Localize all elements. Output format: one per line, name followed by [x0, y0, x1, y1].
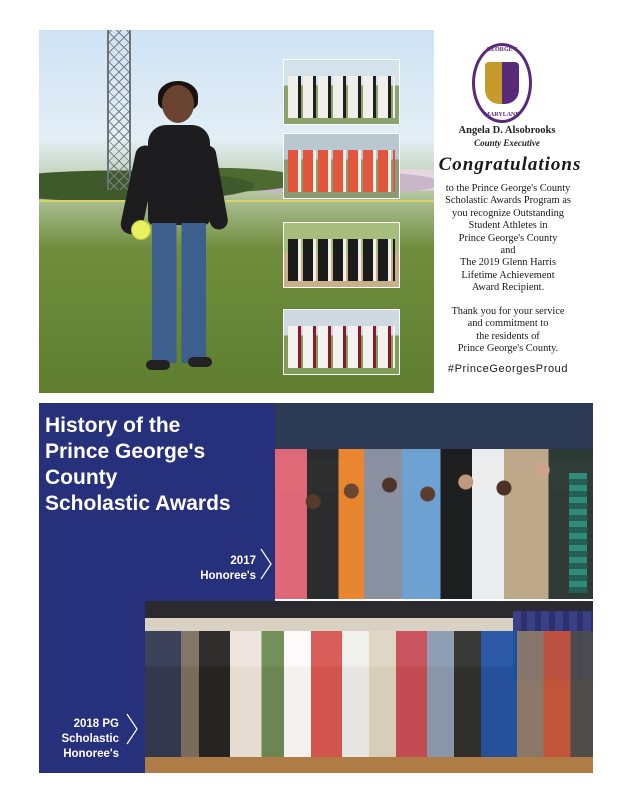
thanks-line: Thank you for your service — [451, 306, 565, 317]
congratulations-heading: Congratulations — [438, 154, 582, 175]
message-line: Student Athletes in — [468, 220, 548, 232]
county-seal — [472, 43, 532, 123]
seal-top-text: GEORGE'S — [486, 47, 518, 53]
honorees-2018-photo — [145, 601, 593, 773]
softball — [131, 220, 151, 240]
executive-name: Angela D. Alsobrooks — [458, 125, 556, 136]
label-2018-honorees — [45, 717, 119, 762]
thanks-message — [424, 306, 592, 356]
thanks-line: Prince George's County. — [457, 343, 559, 355]
history-title — [45, 413, 275, 517]
hashtag: #PrinceGeorgesProud — [447, 363, 569, 375]
honorees-2018-group — [145, 631, 593, 759]
chevron-right-icon — [259, 547, 273, 581]
team-photo-2 — [283, 133, 400, 199]
team-photo-1 — [283, 59, 400, 125]
message-line: Award Recipient. — [471, 282, 545, 294]
chevron-right-icon — [125, 712, 139, 746]
message-line: Lifetime Achievement — [461, 269, 555, 281]
label-2018-line: Scholastic — [61, 733, 119, 745]
message-line: and — [500, 245, 516, 257]
message-line: The 2019 Glenn Harris — [459, 257, 557, 269]
history-title-line: County — [45, 466, 118, 489]
light-tower — [107, 30, 131, 190]
thanks-line: and commitment to — [467, 318, 549, 330]
label-2017-line: 2017 — [230, 555, 256, 567]
label-2017-honorees — [178, 554, 256, 584]
label-2018-line: 2018 PG — [73, 718, 119, 730]
stadium-railing — [569, 473, 587, 593]
thanks-line: the residents of — [476, 330, 540, 342]
honorees-2017-group — [275, 449, 593, 599]
field-fence — [39, 200, 434, 202]
gym-floor — [145, 757, 593, 773]
executive-title: County Executive — [474, 138, 540, 148]
message-line: Scholastic Awards Program as — [445, 195, 571, 207]
team-photo-4 — [283, 309, 400, 375]
team-photo-3 — [283, 222, 400, 288]
message-line: you recognize Outstanding — [452, 207, 564, 219]
seal-shield — [485, 62, 519, 104]
history-title-line: Scholastic Awards — [45, 492, 231, 515]
label-2017-line: Honoree's — [200, 570, 256, 582]
message-line: to the Prince George's County — [445, 183, 571, 194]
seal-bottom-text: MARYLAND — [484, 112, 520, 118]
label-2018-line: Honoree's — [63, 748, 119, 760]
history-title-line: History of the — [45, 414, 181, 437]
congratulations-message — [424, 183, 592, 295]
message-line: Prince George's County — [458, 232, 558, 244]
honorees-2017-photo — [275, 403, 593, 599]
history-title-line: Prince George's — [45, 440, 206, 463]
